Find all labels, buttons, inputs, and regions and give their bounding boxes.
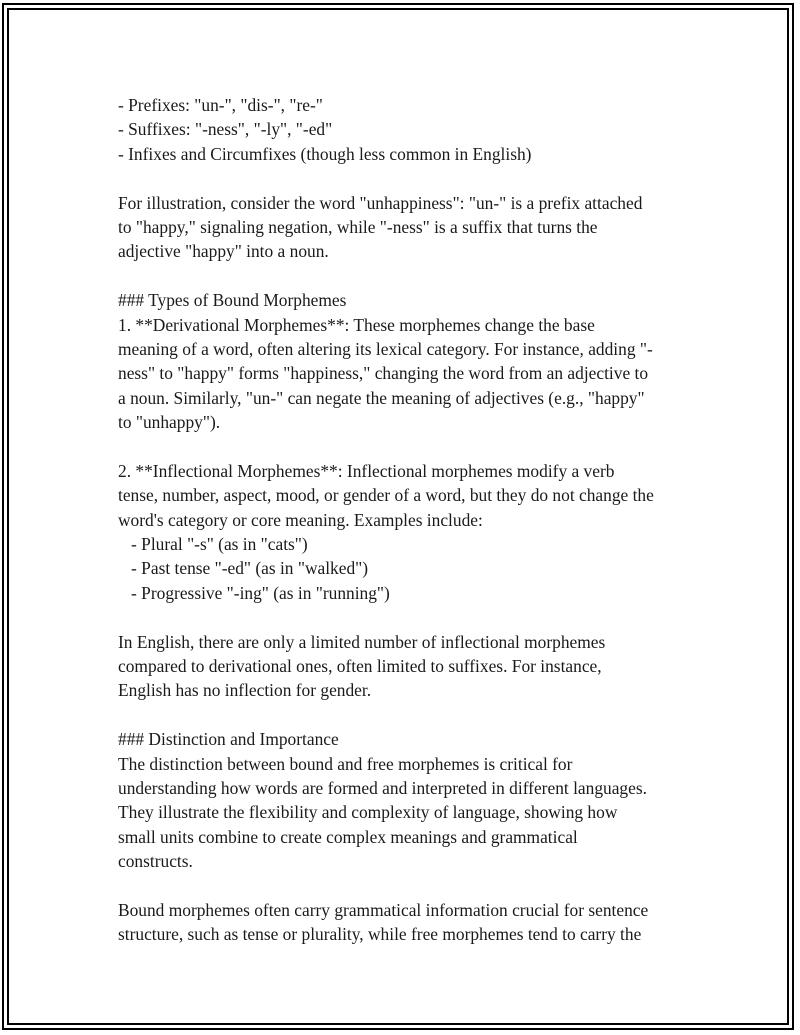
text-line: - Suffixes: "-ness", "-ly", "-ed" — [118, 119, 333, 140]
list-item: - Progressive "-ing" (as in "running") — [118, 582, 390, 603]
text-line: compared to derivational ones, often limited to suffixes. For instance, — [118, 655, 602, 676]
list-item: - Past tense "-ed" (as in "walked") — [118, 558, 369, 579]
text-line: constructs. — [118, 851, 193, 872]
text-line: word's category or core meaning. Examples include: — [118, 509, 483, 530]
blank-line — [118, 703, 698, 727]
text-line: small units combine to create complex meanings and grammatical — [118, 826, 578, 847]
text-line: Bound morphemes often carry grammatical information crucial for sentence — [118, 899, 649, 920]
section-heading: ### Distinction and Importance — [118, 729, 339, 750]
text-line: - Infixes and Circumfixes (though less common in English) — [118, 143, 532, 164]
text-line: to "happy," signaling negation, while "-ness" is a suffix that turns the — [118, 216, 598, 237]
document-body — [118, 93, 698, 947]
list-item: - Plural "-s" (as in "cats") — [118, 534, 308, 555]
blank-line — [118, 874, 698, 898]
text-line: structure, such as tense or plurality, while free morphemes tend to carry the — [118, 924, 642, 945]
text-line: tense, number, aspect, mood, or gender of a word, but they do not change the — [118, 485, 654, 506]
text-line: In English, there are only a limited number of inflectional morphemes — [118, 631, 606, 652]
text-line: They illustrate the flexibility and complexity of language, showing how — [118, 802, 618, 823]
text-line: The distinction between bound and free morphemes is critical for — [118, 753, 573, 774]
text-line: meaning of a word, often altering its lexical category. For instance, adding "- — [118, 338, 653, 359]
text-line: For illustration, consider the word "unhappiness": "un-" is a prefix attached — [118, 192, 643, 213]
text-line: - Prefixes: "un-", "dis-", "re-" — [118, 95, 323, 115]
text-line: to "unhappy"). — [118, 412, 221, 433]
text-line: 1. **Derivational Morphemes**: These morphemes change the base — [118, 314, 595, 335]
text-line: understanding how words are formed and interpreted in different languages. — [118, 777, 647, 798]
blank-line — [118, 434, 698, 458]
text-line: adjective "happy" into a noun. — [118, 241, 329, 262]
text-line: 2. **Inflectional Morphemes**: Inflectional morphemes modify a verb — [118, 460, 615, 481]
text-line: English has no inflection for gender. — [118, 680, 372, 701]
blank-line — [118, 166, 698, 190]
text-line: ness" to "happy" forms "happiness," changing the word from an adjective to — [118, 363, 649, 384]
section-heading: ### Types of Bound Morphemes — [118, 290, 347, 311]
blank-line — [118, 264, 698, 288]
text-line: a noun. Similarly, "un-" can negate the meaning of adjectives (e.g., "happy" — [118, 387, 645, 408]
blank-line — [118, 605, 698, 629]
